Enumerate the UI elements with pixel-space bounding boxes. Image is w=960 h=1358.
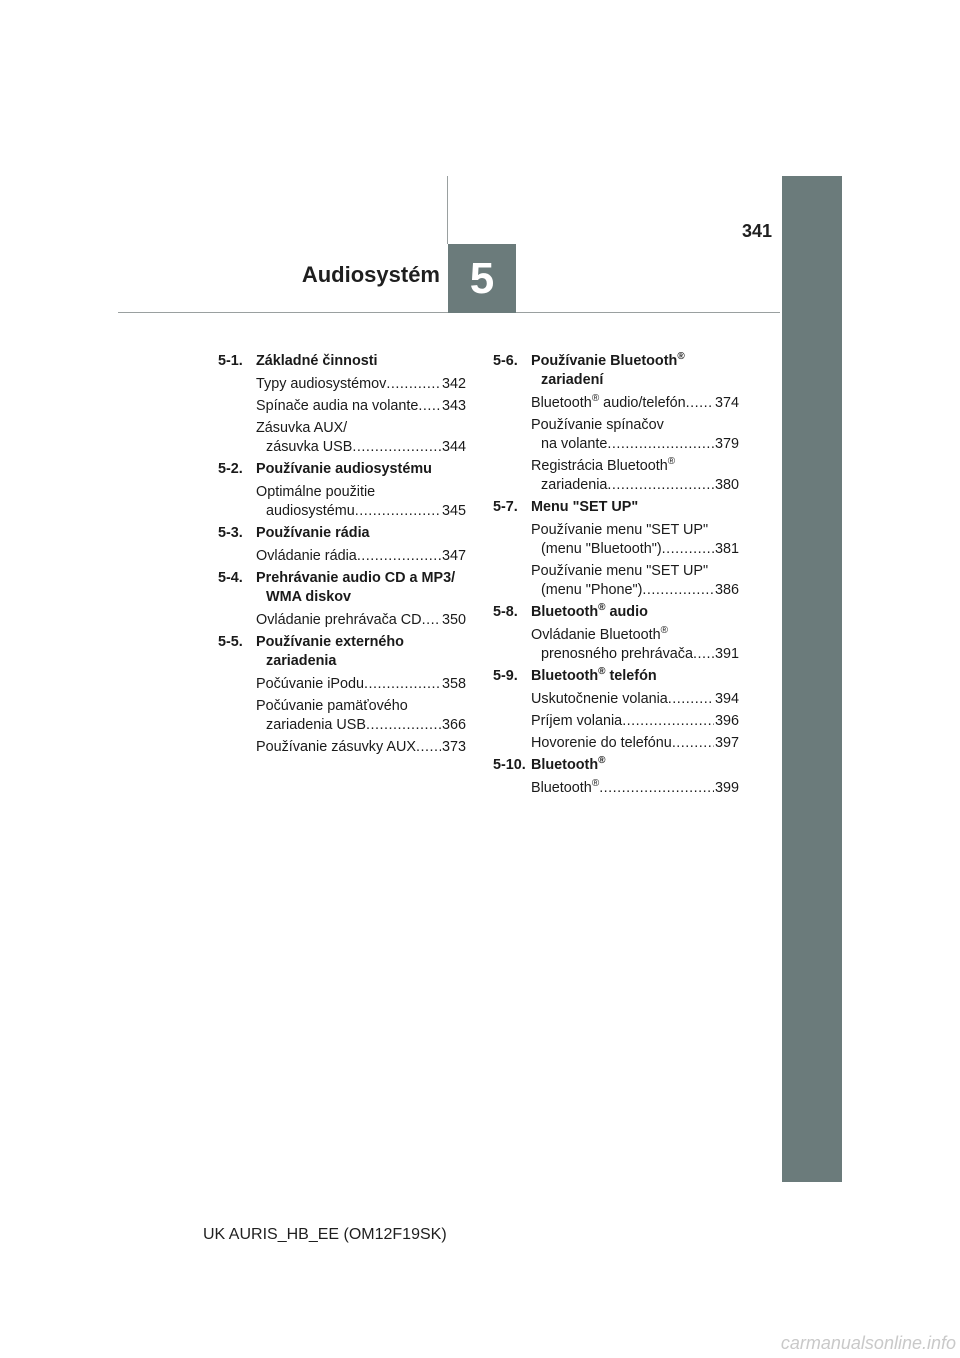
section-number: 5-2. (218, 461, 243, 477)
entry-title: Spínače audia na volante (256, 398, 419, 414)
entry-title: Ovládanie prehrávača CD (256, 612, 422, 628)
entry-title-cont: zásuvka USB (266, 439, 353, 455)
entry-page: 345 (441, 503, 466, 519)
toc-section[interactable] (218, 569, 466, 607)
toc-section[interactable] (493, 352, 739, 390)
section-number: 5-5. (218, 634, 243, 650)
toc-entry[interactable] (218, 697, 466, 735)
registered-mark: ® (591, 778, 600, 790)
entry-title-cont: prenosného prehrávača (541, 646, 694, 662)
section-number: 5-8. (493, 604, 518, 620)
entry-page: 386 (714, 582, 739, 598)
entry-title: Ovládanie rádia (256, 548, 357, 564)
section-title-rest: telefón (605, 668, 657, 684)
footer-model-code: UK AURIS_HB_EE (OM12F19SK) (203, 1226, 447, 1243)
section-title: Menu "SET UP" (531, 499, 639, 515)
section-number: 5-4. (218, 570, 243, 586)
toc-section[interactable] (493, 603, 739, 622)
toc-entry[interactable] (493, 521, 739, 559)
entry-page: 366 (441, 717, 466, 733)
entry-title: Používanie menu "SET UP" (531, 522, 709, 538)
watermark: carmanualsonline.info (780, 1333, 956, 1353)
toc-section[interactable] (493, 756, 739, 775)
entry-page: 374 (714, 395, 739, 411)
toc-section[interactable] (218, 460, 466, 479)
section-title: Používanie audiosystému (256, 461, 432, 477)
section-title: Prehrávanie audio CD a MP3/ (256, 570, 456, 586)
toc-entry[interactable] (493, 394, 739, 413)
toc-entry[interactable] (493, 416, 739, 454)
section-title: Používanie rádia (256, 525, 370, 541)
section-number: 5-7. (493, 499, 518, 515)
entry-page: 379 (714, 436, 739, 452)
entry-page: 394 (714, 691, 739, 707)
entry-page: 381 (714, 541, 739, 557)
entry-page: 343 (441, 398, 466, 414)
toc-left-column (218, 352, 466, 760)
chapter-title: Audiosystém (301, 262, 440, 287)
entry-title-cont: na volante (541, 436, 608, 452)
toc-entry[interactable] (218, 738, 466, 757)
entry-title: Registrácia Bluetooth (531, 458, 668, 474)
header-vertical-rule (447, 176, 448, 244)
section-title: Bluetooth (531, 604, 599, 620)
toc-section[interactable] (218, 524, 466, 543)
toc-entry[interactable] (218, 375, 466, 394)
entry-title: Ovládanie Bluetooth (531, 627, 661, 643)
entry-title-cont: zariadenia (541, 477, 608, 493)
chapter-number: 5 (469, 253, 495, 303)
section-number: 5-9. (493, 668, 518, 684)
toc-entry[interactable] (493, 712, 739, 731)
section-title: Bluetooth (531, 757, 599, 773)
toc-section[interactable] (218, 633, 466, 671)
registered-mark: ® (667, 456, 676, 468)
section-title-cont: zariadenia (266, 653, 337, 669)
section-number: 5-1. (218, 353, 243, 369)
entry-title: Príjem volania (531, 713, 623, 729)
toc-entry[interactable] (218, 547, 466, 566)
chapter-side-tab (782, 176, 842, 1182)
registered-mark: ® (591, 393, 600, 405)
registered-mark: ® (598, 755, 606, 767)
toc-entry[interactable] (218, 675, 466, 694)
toc-entry[interactable] (218, 483, 466, 521)
entry-title: Počúvanie pamäťového (256, 698, 408, 714)
toc-entry[interactable] (493, 690, 739, 709)
entry-title-cont: (menu "Phone") (541, 582, 643, 598)
section-title-rest: audio (605, 604, 648, 620)
entry-page: 399 (714, 780, 739, 796)
toc-entry[interactable] (493, 626, 739, 664)
toc-entry[interactable] (493, 562, 739, 600)
entry-page: 391 (714, 646, 739, 662)
toc-entry[interactable] (493, 457, 739, 495)
entry-title-rest: audio/telefón (599, 395, 686, 411)
page-number: 341 (742, 221, 773, 241)
toc-section[interactable] (493, 498, 739, 517)
entry-title: Hovorenie do telefónu (531, 735, 672, 751)
section-title: Používanie externého (256, 634, 404, 650)
section-title-cont: WMA diskov (266, 589, 352, 605)
entry-page: 347 (441, 548, 466, 564)
entry-page: 373 (441, 739, 466, 755)
entry-title: Bluetooth (531, 780, 592, 796)
entry-page: 358 (441, 676, 466, 692)
entry-title: Používanie menu "SET UP" (531, 563, 709, 579)
entry-title: Počúvanie iPodu (256, 676, 365, 692)
toc-entry[interactable] (218, 397, 466, 416)
entry-page: 396 (714, 713, 739, 729)
entry-title: Používanie zásuvky AUX (256, 739, 416, 755)
entry-title: Typy audiosystémov (256, 376, 387, 392)
registered-mark: ® (677, 351, 685, 363)
entry-page: 344 (441, 439, 466, 455)
toc-entry[interactable] (218, 419, 466, 457)
entry-title: Bluetooth (531, 395, 592, 411)
toc-section[interactable] (493, 667, 739, 686)
entry-title: Optimálne použitie (256, 484, 376, 500)
entry-page: 342 (441, 376, 466, 392)
chapter-number-box (448, 244, 516, 313)
section-title-cont: zariadení (541, 372, 604, 388)
entry-page: 350 (441, 612, 466, 628)
toc-right-column (493, 352, 739, 801)
entry-title: Zásuvka AUX/ (256, 420, 348, 436)
registered-mark: ® (598, 602, 606, 614)
section-title: Používanie Bluetooth (531, 353, 678, 369)
toc-entry[interactable] (493, 734, 739, 753)
registered-mark: ® (660, 625, 668, 637)
entry-title-cont: zariadenia USB (266, 717, 366, 733)
toc-entry[interactable] (493, 779, 739, 798)
entry-title: Používanie spínačov (531, 417, 664, 433)
entry-page: 397 (714, 735, 739, 751)
entry-title-cont: audiosystému (266, 503, 355, 519)
section-title: Bluetooth (531, 668, 599, 684)
section-title: Základné činnosti (256, 353, 378, 369)
section-number: 5-10. (493, 757, 526, 773)
entry-title: Uskutočnenie volania (531, 691, 668, 707)
toc-entry[interactable] (218, 611, 466, 630)
toc-section[interactable] (218, 352, 466, 371)
section-number: 5-3. (218, 525, 243, 541)
registered-mark: ® (598, 666, 606, 678)
section-number: 5-6. (493, 353, 518, 369)
entry-page: 380 (714, 477, 739, 493)
entry-title-cont: (menu "Bluetooth") (541, 541, 662, 557)
